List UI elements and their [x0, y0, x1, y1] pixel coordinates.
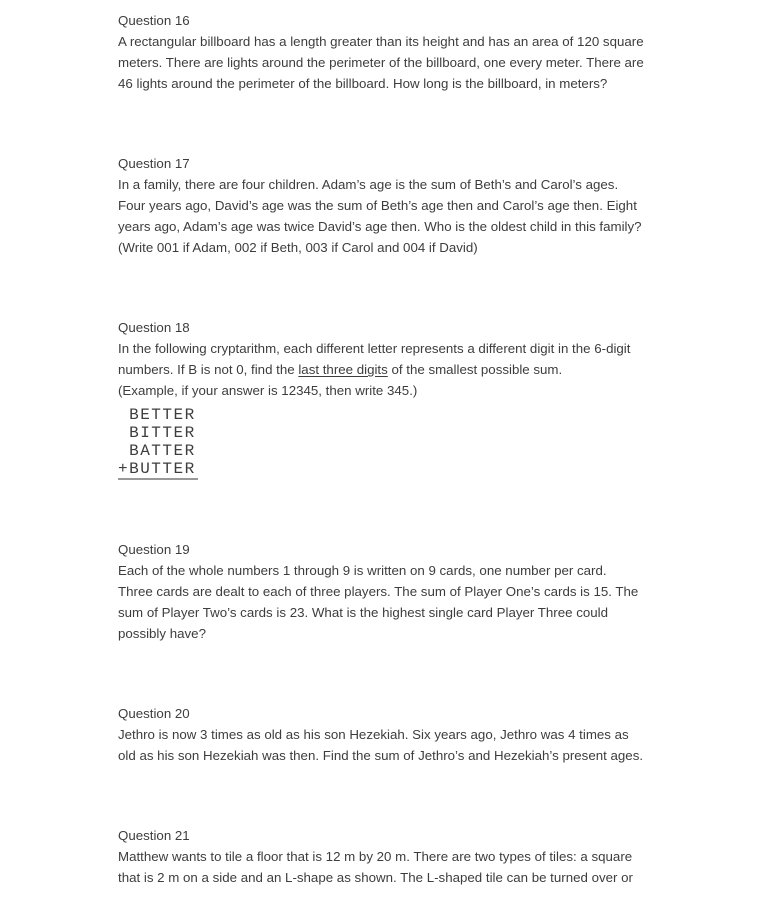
question-18: [118, 317, 735, 480]
question-text-line: [118, 623, 735, 644]
question-text-line: [118, 52, 735, 73]
text-segment: possibly have?: [118, 626, 206, 641]
text-segment: (Example, if your answer is 12345, then write 345.): [118, 383, 418, 398]
text-segment: (Write 001 if Adam, 002 if Beth, 003 if Carol and 004 if David): [118, 240, 478, 255]
text-segment: Matthew wants to tile a floor that is 12 m by 20 m. There are two types of tiles: a square: [118, 849, 633, 864]
cryptarithm-line: [118, 442, 735, 460]
text-segment: Jethro is now 3 times as old as his son Hezekiah. Six years ago, Jethro was 4 times as: [118, 727, 629, 742]
question-title: Question 18: [118, 320, 190, 335]
text-segment: sum of Player Two’s cards is 23. What is the highest single card Player Three could: [118, 605, 609, 620]
text-segment: old as his son Hezekiah was then. Find the sum of Jethro’s and Hezekiah’s present ages.: [118, 748, 644, 763]
text-segment: A rectangular billboard has a length greater than its height and has an area of 120 square: [118, 34, 644, 49]
text-segment: numbers. If B is not 0, find the: [118, 362, 299, 377]
question-text-line: [118, 724, 735, 745]
question-21: [118, 825, 735, 888]
cryptarithm-operand: BETTER: [118, 406, 196, 424]
question-text-line: [118, 602, 735, 623]
question-text-line: [118, 73, 735, 94]
question-text-line: [118, 745, 735, 766]
underlined-phrase: last three digits: [298, 362, 388, 377]
question-text-line: [118, 359, 735, 380]
cryptarithm-block: [118, 406, 735, 480]
question-title: Question 20: [118, 706, 190, 721]
text-segment: In a family, there are four children. Adam’s age is the sum of Beth’s and Carol’s ages.: [118, 177, 619, 192]
question-text-line: [118, 31, 735, 52]
question-title: Question 17: [118, 156, 190, 171]
question-text-line: [118, 560, 735, 581]
question-19: [118, 539, 735, 644]
question-20: [118, 703, 735, 766]
question-text-line: [118, 846, 735, 867]
cryptarithm-line: [118, 406, 735, 424]
question-text-line: [118, 174, 735, 195]
question-text-line: [118, 338, 735, 359]
text-segment: Three cards are dealt to each of three players. The sum of Player One’s cards is 15. The: [118, 584, 639, 599]
question-title: Question 16: [118, 13, 190, 28]
question-16: [118, 10, 735, 94]
question-text-line: [118, 195, 735, 216]
cryptarithm-operand: BATTER: [118, 442, 196, 460]
question-text-line: [118, 216, 735, 237]
text-segment: Each of the whole numbers 1 through 9 is written on 9 cards, one number per card.: [118, 563, 607, 578]
text-segment: In the following cryptarithm, each different letter represents a different digit in the 6-digit: [118, 341, 631, 356]
text-segment: that is 2 m on a side and an L-shape as shown. The L-shaped tile can be turned over or: [118, 870, 633, 885]
question-title: Question 19: [118, 542, 190, 557]
question-title: Question 21: [118, 828, 190, 843]
question-text-line: [118, 581, 735, 602]
text-segment: years ago, Adam’s age was twice David’s age then. Who is the oldest child in this family?: [118, 219, 642, 234]
text-segment: Four years ago, David’s age was the sum of Beth’s age then and Carol’s age then. Eight: [118, 198, 637, 213]
question-text-line: [118, 380, 735, 401]
cryptarithm-line: [118, 460, 735, 480]
question-17: [118, 153, 735, 258]
cryptarithm-sum-line: +BUTTER: [118, 460, 196, 478]
cryptarithm-operand: BITTER: [118, 424, 196, 442]
text-segment: meters. There are lights around the perimeter of the billboard, one every meter. There are: [118, 55, 644, 70]
question-text-line: [118, 237, 735, 258]
text-segment: 46 lights around the perimeter of the billboard. How long is the billboard, in meters?: [118, 76, 608, 91]
question-text-line: [118, 867, 735, 888]
text-segment: of the smallest possible sum.: [387, 362, 563, 377]
cryptarithm-line: [118, 424, 735, 442]
